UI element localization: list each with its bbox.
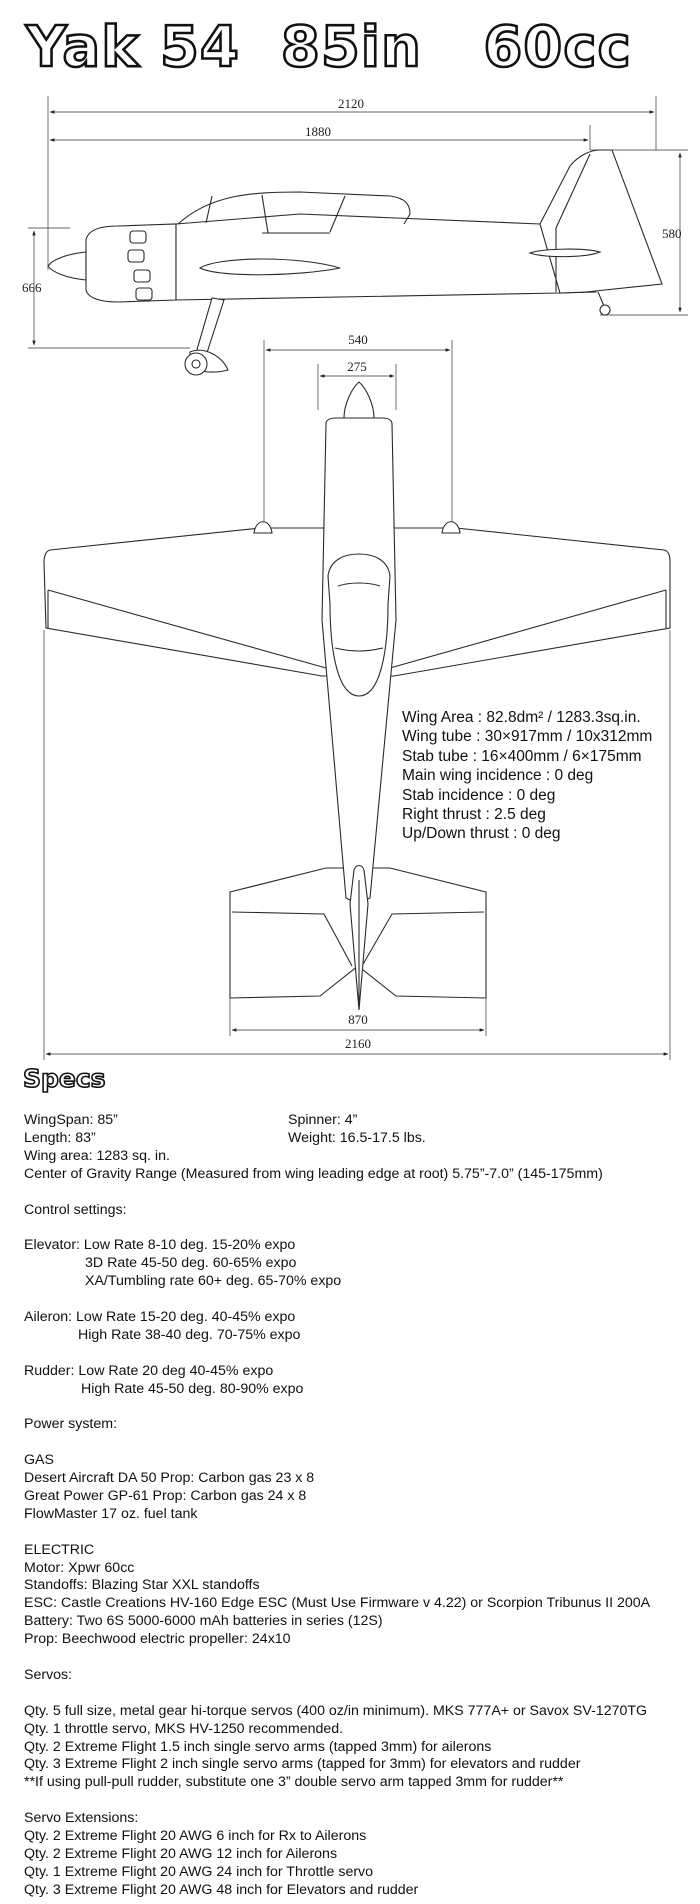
extension-item: Qty. 3 Extreme Flight 20 AWG 48 inch for Elevators and rudder: [24, 1881, 419, 1898]
rudder-high: High Rate 45-50 deg. 80-90% expo: [81, 1380, 304, 1397]
fuselage-side: [176, 214, 596, 300]
specs-section: [24, 1112, 694, 1900]
page-title: Yak 54 85in 60cc: [26, 15, 632, 80]
elevator-low: Elevator: Low Rate 8-10 deg. 15-20% expo: [24, 1237, 296, 1254]
servo-item: Qty. 2 Extreme Flight 1.5 inch single servo arms (tapped 3mm) for ailerons: [24, 1738, 492, 1755]
electric-item: Prop: Beechwood electric propeller: 24x10: [24, 1631, 291, 1648]
spinner-side: [48, 252, 86, 280]
spec-cg: Center of Gravity Range (Measured from wing leading edge at root) 5.75”-7.0” (145-175mm): [24, 1165, 603, 1182]
spec-spinner: Spinner: 4”: [288, 1112, 358, 1128]
electric-item: Battery: Two 6S 5000-6000 mAh batteries in series (12S): [24, 1613, 383, 1630]
height-right-label: 580: [662, 226, 682, 241]
spec-length: Length: 83”: [24, 1129, 96, 1146]
info-wing-area: Wing Area : 82.8dm² / 1283.3sq.in.: [402, 709, 641, 726]
dimension-fuselage-length: [50, 124, 590, 150]
info-stab-incidence: Stab incidence : 0 deg: [402, 786, 556, 804]
gas-item: Desert Aircraft DA 50 Prop: Carbon gas 23 x 8: [24, 1470, 315, 1487]
extension-item: Qty. 1 Extreme Flight 20 AWG 24 inch for Throttle servo: [24, 1863, 374, 1880]
info-updown-thrust: Up/Down thrust : 0 deg: [402, 825, 561, 843]
aileron-low: Aileron: Low Rate 15-20 deg. 40-45% expo: [24, 1308, 296, 1325]
servo-item: Qty. 3 Extreme Flight 2 inch single servo arms (tapped for 3mm) for elevators and rudder: [24, 1756, 581, 1773]
specs-heading: Specs: [23, 1064, 106, 1093]
wing-span-label: 2160: [345, 1036, 371, 1051]
info-wing-tube: Wing tube : 30×917mm / 10x312mm: [402, 728, 653, 746]
tail-outer-label: 540: [348, 332, 368, 347]
gas-item: Great Power GP-61 Prop: Carbon gas 24 x 8: [24, 1487, 307, 1504]
spec-wing-area: Wing area: 1283 sq. in.: [24, 1147, 170, 1164]
servo-extensions-heading: Servo Extensions:: [24, 1810, 139, 1827]
info-stab-tube: Stab tube : 16×400mm / 6×175mm: [402, 747, 642, 765]
electric-item: Standoffs: Blazing Star XXL standoffs: [24, 1577, 260, 1594]
power-system-heading: Power system:: [24, 1416, 118, 1433]
wing-info-block: [402, 708, 652, 844]
fin-side: [540, 150, 662, 293]
top-view: [44, 382, 670, 1010]
electric-heading: ELECTRIC: [24, 1541, 95, 1558]
servo-item: Qty. 1 throttle servo, MKS HV-1250 recommended.: [24, 1720, 344, 1737]
gas-item: FlowMaster 17 oz. fuel tank: [24, 1505, 198, 1522]
tail-inner-label: 275: [347, 359, 367, 374]
rudder-low: Rudder: Low Rate 20 deg 40-45% expo: [24, 1362, 274, 1379]
total-length-label: 2120: [338, 96, 364, 111]
extension-item: Qty. 2 Extreme Flight 20 AWG 6 inch for Rx to Ailerons: [24, 1828, 367, 1845]
servos-heading: Servos:: [24, 1666, 73, 1683]
height-left-label: 666: [22, 280, 42, 295]
info-main-wing-incidence: Main wing incidence : 0 deg: [402, 767, 594, 785]
info-right-thrust: Right thrust : 2.5 deg: [402, 806, 546, 824]
spec-wingspan: WingSpan: 85”: [24, 1112, 118, 1128]
fuselage-length-label: 1880: [305, 124, 331, 139]
servo-note: **If using pull-pull rudder, substitute one 3” double servo arm tapped 3mm for rudder**: [24, 1774, 564, 1791]
servo-item: Qty. 5 full size, metal gear hi-torque servos (400 oz/in minimum). MKS 777A+ or Savox SV-1270TG: [24, 1702, 648, 1719]
gas-heading: GAS: [24, 1452, 54, 1469]
spinner-top: [344, 382, 374, 418]
elevator-xa: XA/Tumbling rate 60+ deg. 65-70% expo: [85, 1273, 342, 1290]
control-settings-heading: Control settings:: [24, 1201, 127, 1218]
stab-span-label: 870: [348, 1012, 368, 1027]
extension-item: Qty. 2 Extreme Flight 20 AWG 12 inch for Ailerons: [24, 1846, 338, 1862]
cowl-side: [86, 224, 176, 302]
aileron-high: High Rate 38-40 deg. 70-75% expo: [78, 1326, 301, 1343]
elevator-3d: 3D Rate 45-50 deg. 60-65% expo: [85, 1255, 297, 1272]
electric-item: Motor: Xpwr 60cc: [24, 1559, 135, 1576]
spec-weight: Weight: 16.5-17.5 lbs.: [288, 1129, 426, 1146]
electric-item: ESC: Castle Creations HV-160 Edge ESC (Must Use Firmware v 4.22) or Scorpion Tribunus II 200A: [24, 1595, 651, 1612]
